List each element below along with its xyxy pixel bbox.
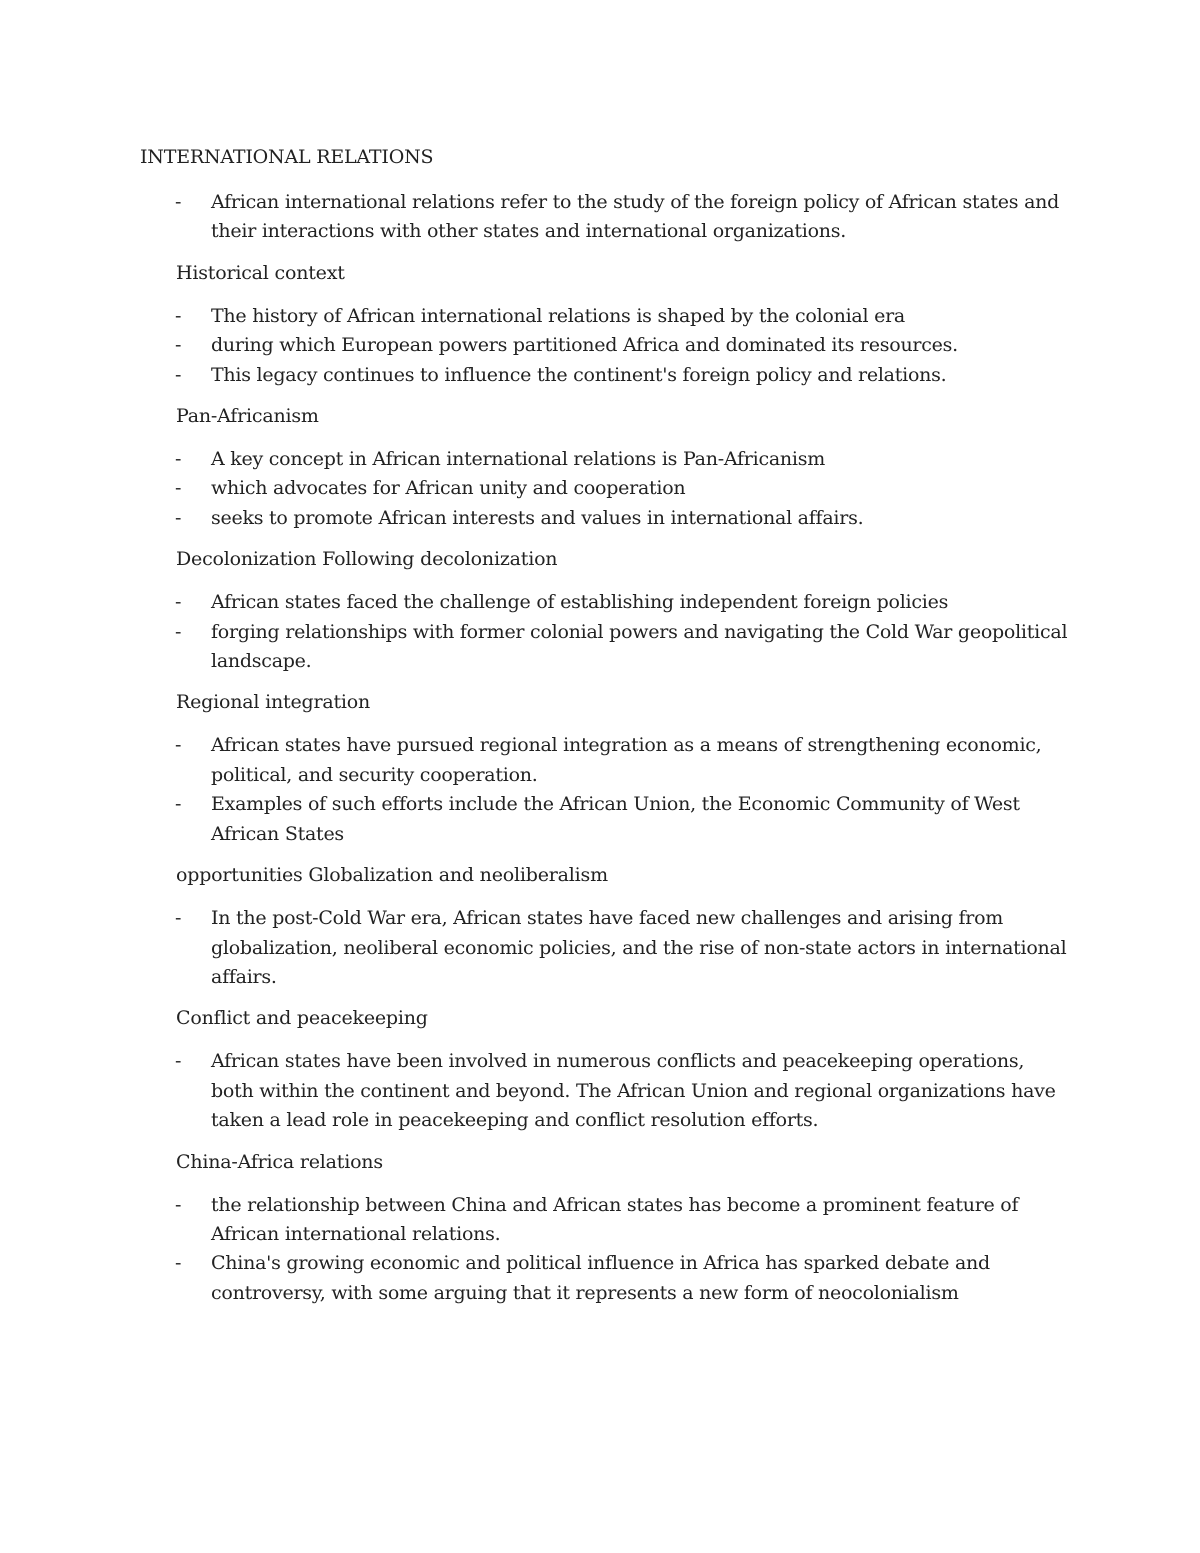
section (0, 690, 1200, 849)
bullet-dash: - (175, 620, 182, 643)
list-item (175, 1047, 1071, 1135)
bullet-dash: - (175, 793, 182, 816)
bullet-text: which advocates for African unity and cooperation (211, 477, 686, 500)
section (0, 1150, 1200, 1309)
list-item (175, 331, 1071, 360)
list-item (175, 618, 1071, 677)
list-item (175, 731, 1071, 790)
bullet-dash: - (175, 448, 182, 471)
bullet-text: The history of African international relations is shaped by the colonial era (211, 304, 905, 327)
bullet-text: A key concept in African international relations is Pan-Africanism (211, 448, 825, 471)
bullet-list (0, 1191, 1200, 1309)
section (0, 863, 1200, 992)
list-item (175, 1191, 1071, 1250)
bullet-text: African states have pursued regional integration as a means of strengthening economic, political, and security cooperation. (211, 734, 1042, 786)
bullet-text: forging relationships with former colonial powers and navigating the Cold War geopolitical landscape. (211, 620, 1068, 673)
bullet-dash: - (175, 734, 182, 757)
section-heading: Conflict and peacekeeping (176, 1007, 428, 1030)
bullet-list (0, 445, 1200, 533)
bullet-dash: - (175, 304, 182, 327)
bullet-dash: - (175, 591, 182, 614)
bullet-dash: - (175, 1193, 182, 1216)
list-item (175, 445, 1071, 474)
bullet-dash: - (175, 506, 182, 529)
list-item (175, 361, 1071, 390)
bullet-text: African states faced the challenge of establishing independent foreign policies (211, 591, 949, 614)
bullet-text: Examples of such efforts include the African Union, the Economic Community of West African States (211, 793, 1020, 845)
bullet-dash: - (175, 334, 182, 357)
list-item (175, 904, 1071, 992)
bullet-list (0, 731, 1200, 849)
list-item (175, 302, 1071, 331)
bullet-list (0, 588, 1200, 676)
bullet-dash: - (175, 907, 182, 930)
bullet-text: In the post-Cold War era, African states have faced new challenges and arising from globalization, neoliberal economic policies, and the rise of non-state actors in international affairs. (211, 907, 1067, 988)
bullet-list (0, 904, 1200, 992)
list-item (175, 188, 1071, 247)
list-item (175, 504, 1071, 533)
list-item (175, 588, 1071, 617)
bullet-dash: - (175, 1050, 182, 1073)
bullet-text: This legacy continues to influence the continent's foreign policy and relations. (211, 363, 947, 386)
section-heading: Pan-Africanism (176, 405, 319, 428)
document-title: INTERNATIONAL RELATIONS (140, 146, 434, 168)
section (0, 404, 1200, 533)
bullet-dash: - (175, 191, 182, 213)
sections-container (0, 261, 1200, 1308)
document-body (0, 188, 1200, 1322)
section-heading: Decolonization Following decolonization (176, 548, 558, 571)
bullet-text: the relationship between China and African states has become a prominent feature of African international relations. (211, 1193, 1019, 1245)
intro-bullet-list (0, 188, 1200, 247)
section (0, 1006, 1200, 1135)
bullet-list (0, 302, 1200, 390)
list-item (175, 790, 1071, 849)
bullet-list (0, 1047, 1200, 1135)
bullet-dash: - (175, 363, 182, 386)
section-heading: Historical context (176, 261, 345, 284)
bullet-text: during which European powers partitioned Africa and dominated its resources. (211, 334, 958, 357)
section-heading: China-Africa relations (176, 1150, 383, 1173)
list-item (175, 1249, 1071, 1308)
list-item (175, 474, 1071, 503)
section (0, 547, 1200, 676)
bullet-text: African states have been involved in numerous conflicts and peacekeeping operations, both within the continent and beyond. The African Union and regional organizations have taken a lead role in peacekeeping and conflict resolution efforts. (211, 1050, 1056, 1132)
bullet-text: China's growing economic and political influence in Africa has sparked debate and controversy, with some arguing that it represents a new form of neocolonialism (211, 1252, 990, 1304)
section-heading: Regional integration (176, 691, 371, 714)
intro-section (0, 188, 1200, 247)
bullet-text: African international relations refer to the study of the foreign policy of African states and their interactions with other states and international organizations. (211, 191, 1060, 243)
bullet-dash: - (175, 477, 182, 500)
section (0, 261, 1200, 390)
section-heading: opportunities Globalization and neoliberalism (176, 864, 608, 887)
bullet-text: seeks to promote African interests and values in international affairs. (211, 506, 864, 529)
bullet-dash: - (175, 1252, 182, 1275)
